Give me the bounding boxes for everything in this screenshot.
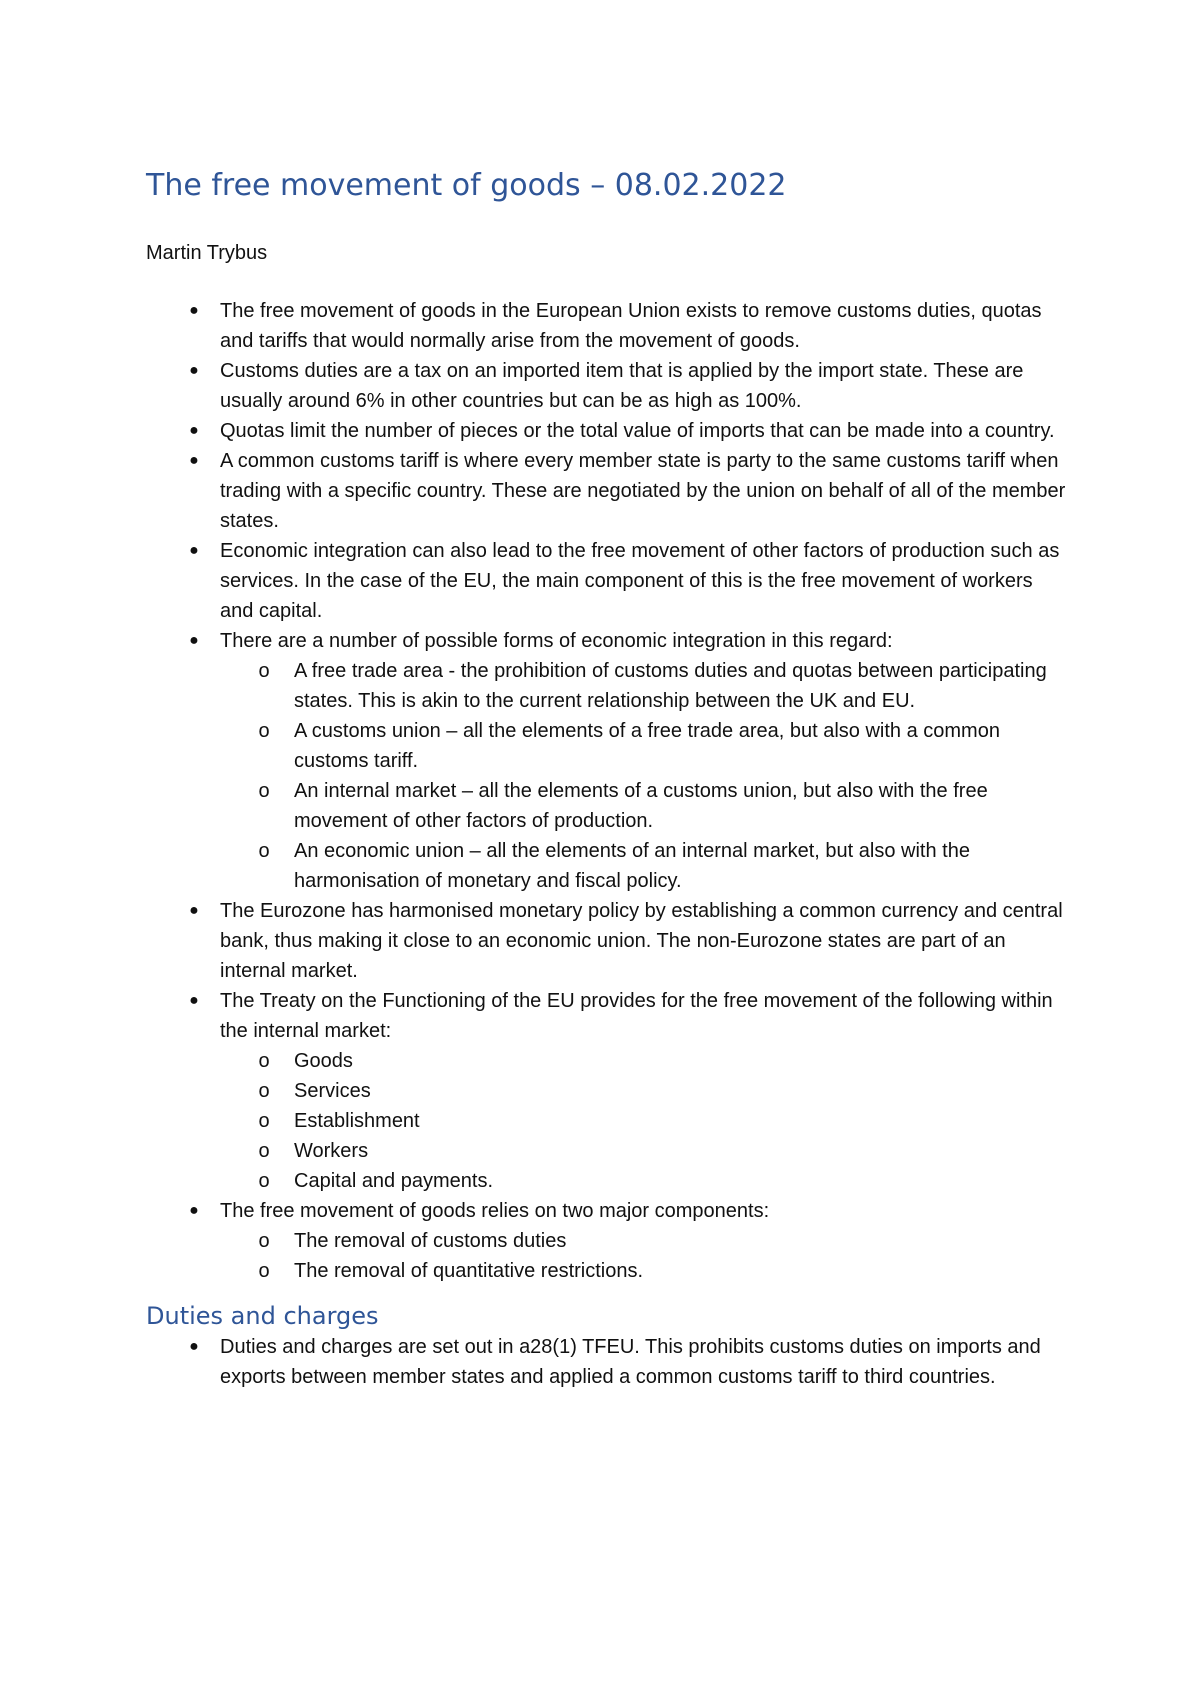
sub-bullet-item: [220, 776, 1066, 836]
bullet-text: The Eurozone has harmonised monetary policy by establishing a common currency and central bank, thus making it close to an economic union. The non-Eurozone states are part of an internal market.: [220, 900, 1063, 982]
bullet-dot-icon: ●: [189, 1338, 199, 1355]
bullet-text: The free movement of goods in the European Union exists to remove customs duties, quotas and tariffs that would normally arise from the movement of goods.: [220, 300, 1042, 352]
hollow-bullet-icon: o: [258, 1260, 270, 1282]
sub-bullet-list: [220, 1046, 1066, 1196]
sub-bullet-text: A free trade area - the prohibition of customs duties and quotas between participating states. This is akin to the current relationship between the UK and EU.: [294, 660, 1047, 712]
bullet-text: Quotas limit the number of pieces or the total value of imports that can be made into a country.: [220, 420, 1055, 442]
sub-bullet-text: The removal of quantitative restrictions.: [294, 1260, 644, 1282]
sub-bullet-text: The removal of customs duties: [294, 1230, 567, 1252]
bullet-dot-icon: ●: [189, 422, 199, 439]
sub-bullet-item: [220, 656, 1066, 716]
bullet-dot-icon: ●: [189, 362, 199, 379]
bullet-text: The free movement of goods relies on two major components:: [220, 1200, 770, 1222]
sub-bullet-text: Capital and payments.: [294, 1170, 494, 1192]
intro-bullet-list: [146, 296, 1066, 1286]
sub-bullet-item: [220, 1046, 1066, 1076]
document-body: [146, 296, 1066, 1392]
bullet-item: [146, 356, 1066, 416]
duties-bullet-list: [146, 1332, 1066, 1392]
hollow-bullet-icon: o: [258, 1110, 270, 1132]
sub-bullet-item: [220, 1076, 1066, 1106]
sub-bullet-text: Services: [294, 1080, 371, 1102]
sub-bullet-text: Workers: [294, 1140, 369, 1162]
sub-bullet-item: [220, 1136, 1066, 1166]
sub-bullet-text: An economic union – all the elements of an internal market, but also with the harmonisation of monetary and fiscal policy.: [294, 840, 970, 892]
sub-bullet-item: [220, 716, 1066, 776]
bullet-text: A common customs tariff is where every member state is party to the same customs tariff when trading with a specific country. These are negotiated by the union on behalf of all of the member states.: [220, 450, 1066, 532]
section-heading-duties: Duties and charges: [146, 1302, 379, 1330]
bullet-item: [146, 536, 1066, 626]
hollow-bullet-icon: o: [258, 1050, 270, 1072]
hollow-bullet-icon: o: [258, 660, 270, 682]
hollow-bullet-icon: o: [258, 1140, 270, 1162]
sub-bullet-item: [220, 1226, 1066, 1256]
bullet-item: [146, 896, 1066, 986]
bullet-item: [146, 986, 1066, 1196]
bullet-item: [146, 296, 1066, 356]
sub-bullet-list: [220, 656, 1066, 896]
sub-bullet-item: [220, 1166, 1066, 1196]
bullet-dot-icon: ●: [189, 1202, 199, 1219]
hollow-bullet-icon: o: [258, 1080, 270, 1102]
bullet-text: The Treaty on the Functioning of the EU provides for the free movement of the following within the internal market:: [220, 990, 1053, 1042]
author-name: Martin Trybus: [146, 242, 268, 264]
hollow-bullet-icon: o: [258, 840, 270, 862]
document-title: The free movement of goods – 08.02.2022: [146, 168, 787, 203]
bullet-dot-icon: ●: [189, 542, 199, 559]
bullet-dot-icon: ●: [189, 302, 199, 319]
bullet-item: [146, 1196, 1066, 1286]
bullet-dot-icon: ●: [189, 992, 199, 1009]
bullet-text: There are a number of possible forms of economic integration in this regard:: [220, 630, 893, 652]
hollow-bullet-icon: o: [258, 720, 270, 742]
sub-bullet-text: A customs union – all the elements of a free trade area, but also with a common customs tariff.: [294, 720, 1000, 772]
sub-bullet-text: Goods: [294, 1050, 353, 1072]
hollow-bullet-icon: o: [258, 1170, 270, 1192]
bullet-dot-icon: ●: [189, 902, 199, 919]
sub-bullet-text: Establishment: [294, 1110, 420, 1132]
bullet-item: [146, 626, 1066, 896]
bullet-item: [146, 416, 1066, 446]
sub-bullet-text: An internal market – all the elements of a customs union, but also with the free movement of other factors of production.: [294, 780, 988, 832]
hollow-bullet-icon: o: [258, 780, 270, 802]
bullet-dot-icon: ●: [189, 632, 199, 649]
hollow-bullet-icon: o: [258, 1230, 270, 1252]
bullet-text: Customs duties are a tax on an imported item that is applied by the import state. These are usually around 6% in other countries but can be as high as 100%.: [220, 360, 1024, 412]
bullet-item: [146, 446, 1066, 536]
bullet-text: Duties and charges are set out in a28(1) TFEU. This prohibits customs duties on imports and exports between member states and applied a common customs tariff to third countries.: [220, 1336, 1041, 1388]
bullet-item: [146, 1332, 1066, 1392]
sub-bullet-item: [220, 836, 1066, 896]
bullet-dot-icon: ●: [189, 452, 199, 469]
bullet-text: Economic integration can also lead to the free movement of other factors of production such as services. In the case of the EU, the main component of this is the free movement of workers and capital.: [220, 540, 1060, 622]
sub-bullet-item: [220, 1256, 1066, 1286]
sub-bullet-list: [220, 1226, 1066, 1286]
sub-bullet-item: [220, 1106, 1066, 1136]
